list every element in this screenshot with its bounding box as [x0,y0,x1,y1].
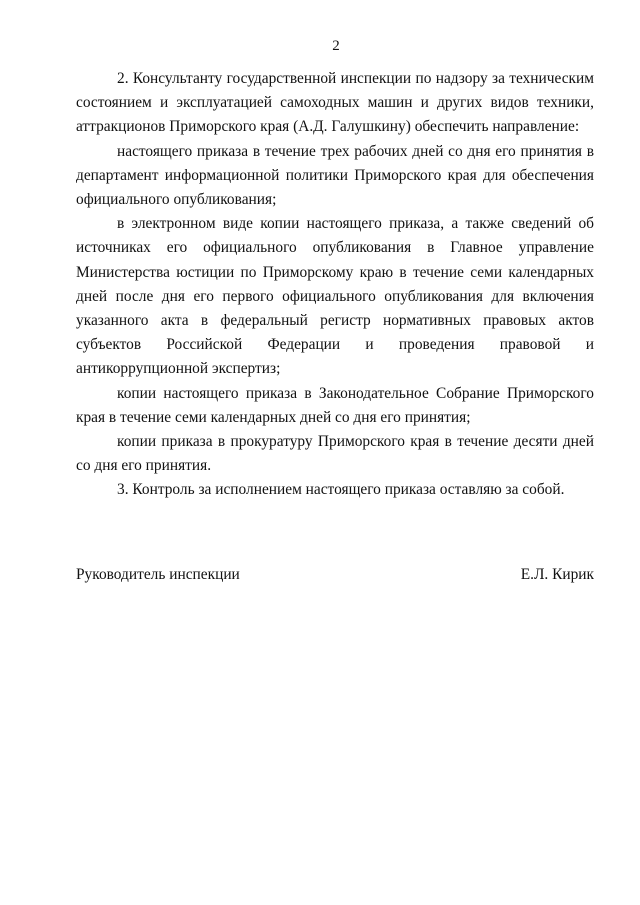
paragraph-send-to-legislative-assembly: копии настоящего приказа в Законодательное Собрание Приморского края в течение семи календарных дней со дня его принятия; [76,384,594,426]
page-number: 2 [332,38,340,54]
paragraph-send-to-prosecutor: копии приказа в прокуратуру Приморского края в течение десяти дней со дня его принятия. [76,433,594,475]
signatory-position: Руководитель инспекции [76,566,240,583]
paragraph-item-3: 3. Контроль за исполнением настоящего приказа оставляю за собой. [117,481,565,499]
document-body [76,67,594,503]
paragraph-send-to-information-policy: настоящего приказа в течение трех рабочих дней со дня его принятия в департамент информационной политики Приморского края для обеспечения официального опубликования; [76,142,594,209]
paragraph-send-to-ministry-of-justice: в электронном виде копии настоящего приказа, а также сведений об источниках его официального опубликования в Главное управление Министерства юстиции по Приморскому краю в течение семи календарных дней после дня его первого официального опубликования для включения указанного акта в федеральный регистр нормативных правовых актов субъектов Российской Федерации и проведения правовой и антикоррупционной экспертиз; [76,215,594,378]
signatory-name: Е.Л. Кирик [520,566,594,583]
paragraph-item-2: 2. Консультанту государственной инспекции по надзору за техническим состоянием и эксплуатацией самоходных машин и других видов техники, аттракционов Приморского края (А.Д. Галушкину) обеспечить направление: [76,70,594,136]
signature-block [76,565,594,585]
